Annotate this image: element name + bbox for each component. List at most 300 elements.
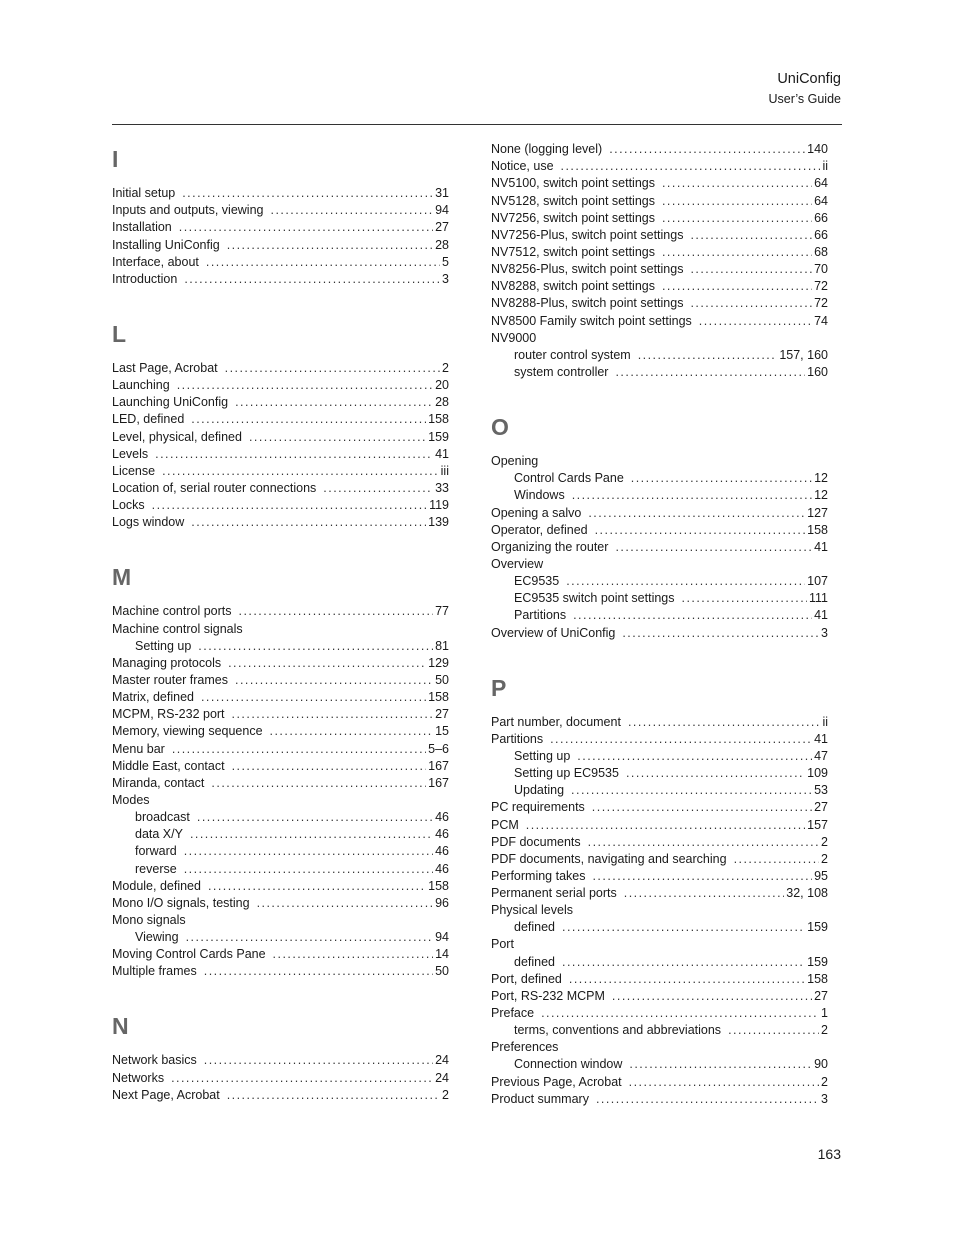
dot-leader [227,237,433,254]
index-term: NV7512, switch point settings [491,244,655,259]
header-rule [112,124,842,125]
index-entry [112,202,449,219]
index-page-ref: 95 [814,868,828,883]
index-page-ref: 159 [428,429,449,444]
index-page-ref: 14 [435,947,449,962]
index-page-ref: 158 [428,412,449,427]
index-page-ref: 68 [814,244,828,259]
dot-leader [577,748,812,765]
index-page-ref: 31 [435,186,449,201]
index-entry [112,603,449,620]
index-subentry [491,607,828,624]
index-term: terms, conventions and abbreviations [514,1023,722,1038]
index-entry [112,672,449,689]
index-term: Physical levels [491,903,573,918]
index-term: Opening a salvo [491,505,582,520]
dot-leader [690,295,812,312]
index-page-ref: 5 [442,254,449,269]
index-term: Moving Control Cards Pane [112,947,266,962]
index-term: Part number, document [491,714,621,729]
index-section [491,453,828,642]
index-page-ref: 2 [442,1087,449,1102]
index-term: Next Page, Acrobat [112,1087,220,1102]
dot-leader [201,689,426,706]
index-entry [112,463,449,480]
index-term: Setting up EC9535 [514,766,619,781]
index-term: NV8288, switch point settings [491,279,655,294]
index-page-ref: 3 [821,1091,828,1106]
index-subentry [491,1056,828,1073]
dot-leader [197,809,433,826]
dot-leader [609,141,805,158]
index-page-ref: 32, 108 [786,886,828,901]
index-page-ref: ii [822,159,828,174]
index-entry [491,799,828,816]
index-page-ref: 70 [814,262,828,277]
index-term: Matrix, defined [112,690,194,705]
index-term: Operator, defined [491,522,588,537]
dot-leader [249,429,426,446]
index-page-ref: 24 [435,1070,449,1085]
index-term: Connection window [514,1057,623,1072]
index-entry [491,141,828,158]
index-entry [491,624,828,641]
index-entry [491,261,828,278]
index-subentry [112,860,449,877]
dot-leader [211,775,426,792]
index-term: Port, defined [491,971,562,986]
index-page-ref: 157 [807,817,828,832]
index-term: NV7256, switch point settings [491,210,655,225]
index-entry [112,271,449,288]
index-page-ref: 66 [814,210,828,225]
index-column-left [112,141,449,1132]
index-term: defined [514,954,556,969]
index-term: NV5100, switch point settings [491,176,655,191]
index-entry [112,758,449,775]
index-subentry [112,826,449,843]
index-page-ref: 33 [435,480,449,495]
dot-leader [227,1087,440,1104]
index-term: system controller [514,364,609,379]
index-term: PDF documents, navigating and searching [491,851,727,866]
index-entry [112,360,449,377]
index-entry [112,723,449,740]
index-term: Memory, viewing sequence [112,724,263,739]
index-entry [491,244,828,261]
index-term: PC requirements [491,800,585,815]
dot-leader [191,411,426,428]
index-page-ref: 107 [807,574,828,589]
index-term: Preferences [491,1040,559,1055]
index-entry [112,1069,449,1086]
dot-leader [662,175,812,192]
index-entry [112,655,449,672]
index-entry [491,936,828,953]
index-term: Miranda, contact [112,775,205,790]
dot-leader [629,1056,812,1073]
dot-leader [190,826,433,843]
index-page-ref: 12 [814,471,828,486]
dot-leader [172,741,426,758]
index-page-ref: 81 [435,638,449,653]
index-term: Partitions [491,731,544,746]
index-page-ref: 15 [435,724,449,739]
index-subentry [491,765,828,782]
dot-leader [208,878,426,895]
index-page-ref: ii [822,714,828,729]
dot-leader [271,202,434,219]
dot-leader [323,480,433,497]
index-section [491,714,828,1108]
dot-leader [569,971,805,988]
dot-leader [615,364,805,381]
dot-leader [171,1070,433,1087]
index-page-ref: 109 [807,766,828,781]
index-page-ref: 41 [814,608,828,623]
index-page-ref: 90 [814,1057,828,1072]
dot-leader [596,1091,819,1108]
index-term: Partitions [514,608,567,623]
index-entry [491,504,828,521]
dot-leader [561,158,821,175]
index-term: Viewing [135,930,179,945]
index-subentry [112,843,449,860]
index-entry [491,731,828,748]
index-entry [112,514,449,531]
index-entry [491,330,828,347]
index-page-ref: 127 [807,505,828,520]
dot-leader [562,954,805,971]
index-page-ref: 46 [435,810,449,825]
index-term: Port [491,937,514,952]
index-term: Introduction [112,271,178,286]
dot-leader [257,895,434,912]
index-subentry [491,470,828,487]
index-term: Updating [514,783,565,798]
index-entry [491,816,828,833]
index-entry [112,446,449,463]
dot-leader [162,463,439,480]
index-entry [491,522,828,539]
dot-leader [573,607,812,624]
index-term: Interface, about [112,254,199,269]
index-page-ref: 27 [814,800,828,815]
index-entry [112,1052,449,1069]
index-page-ref: 24 [435,1053,449,1068]
index-page-ref: 158 [428,690,449,705]
index-term: Initial setup [112,186,176,201]
index-term: Previous Page, Acrobat [491,1074,622,1089]
dot-leader [270,723,434,740]
index-term: reverse [135,861,177,876]
index-entry [112,480,449,497]
index-entry [112,428,449,445]
index-term: Opening [491,454,539,469]
index-entry [112,912,449,929]
index-entry [112,377,449,394]
dot-leader [699,313,812,330]
index-entry [491,834,828,851]
index-page-ref: 2 [821,851,828,866]
index-page-ref: 1 [821,1006,828,1021]
index-term: router control system [514,347,631,362]
index-term: Master router frames [112,672,229,687]
index-entry [112,411,449,428]
index-entry [112,219,449,236]
index-term: Port, RS-232 MCPM [491,988,605,1003]
index-term: Organizing the router [491,539,609,554]
index-page-ref: 50 [435,672,449,687]
index-page-ref: 46 [435,844,449,859]
index-entry [112,497,449,514]
dot-leader [628,714,821,731]
section-letter: O [491,413,509,440]
index-entry [112,620,449,637]
dot-leader [572,487,812,504]
index-term: Windows [514,488,565,503]
section-letter: I [112,146,119,172]
index-section [112,360,449,531]
dot-leader [662,210,812,227]
dot-leader [204,963,433,980]
index-term: Network basics [112,1053,197,1068]
index-page-ref: 20 [435,378,449,393]
section-letter: L [112,320,127,347]
index-page-ref: 28 [435,395,449,410]
index-term: PDF documents [491,834,581,849]
index-subentry [491,953,828,970]
index-term: Level, physical, defined [112,429,242,444]
index-entry [112,792,449,809]
index-term: Inputs and outputs, viewing [112,203,264,218]
index-term: Setting up [135,638,192,653]
index-page-ref: 27 [435,707,449,722]
dot-leader [184,271,440,288]
index-term: LED, defined [112,412,185,427]
index-term: None (logging level) [491,142,603,157]
index-subentry [491,782,828,799]
dot-leader [182,185,433,202]
index-term: NV8500 Family switch point settings [491,313,692,328]
index-section [112,185,449,288]
index-page-ref: 72 [814,296,828,311]
index-term: PCM [491,817,519,832]
index-column-right [491,141,828,1136]
index-page-ref: 27 [814,988,828,1003]
index-term: Networks [112,1070,165,1085]
dot-leader [662,244,812,261]
dot-leader [184,843,433,860]
dot-leader [638,347,778,364]
index-entry [491,158,828,175]
index-page-ref: 3 [821,625,828,640]
index-entry [491,885,828,902]
index-entry [112,254,449,271]
index-page-ref: 167 [428,758,449,773]
page-number: 163 [817,1146,841,1162]
index-term: Location of, serial router connections [112,480,317,495]
index-page-ref: 158 [807,522,828,537]
index-page-ref: 47 [814,748,828,763]
dot-leader [550,731,812,748]
dot-leader [566,573,805,590]
dot-leader [235,672,433,689]
index-entry [491,175,828,192]
index-entry [112,963,449,980]
index-page-ref: 2 [442,360,449,375]
index-entry [491,1091,828,1108]
index-term: NV8288-Plus, switch point settings [491,296,684,311]
index-page-ref: 41 [814,731,828,746]
dot-leader [235,394,433,411]
dot-leader [239,603,434,620]
index-entry [491,851,828,868]
index-entry [491,988,828,1005]
index-page-ref: 28 [435,237,449,252]
index-page-ref: 41 [435,446,449,461]
index-section [112,1052,449,1103]
index-term: NV9000 [491,330,537,345]
index-entry [112,878,449,895]
section-letter: P [491,674,507,701]
dot-leader [232,758,427,775]
index-page-ref: 2 [821,1074,828,1089]
index-term: Launching [112,378,170,393]
index-page-ref: 53 [814,783,828,798]
dot-leader [206,254,440,271]
index-term: Middle East, contact [112,758,225,773]
index-entry [112,775,449,792]
dot-leader [682,590,807,607]
index-entry [112,394,449,411]
index-page-ref: 77 [435,604,449,619]
index-term: License [112,463,156,478]
index-page-ref: 3 [442,271,449,286]
index-subentry [112,638,449,655]
index-page-ref: 72 [814,279,828,294]
index-entry [491,227,828,244]
dot-leader [571,782,812,799]
index-page-ref: 159 [807,954,828,969]
dot-leader [228,655,426,672]
index-section [491,141,828,381]
index-page-ref: 12 [814,488,828,503]
index-term: Control Cards Pane [514,471,624,486]
index-page-ref: 159 [807,920,828,935]
index-page-ref: 129 [428,655,449,670]
dot-leader [186,929,434,946]
index-page-ref: 157, 160 [779,347,828,362]
index-term: Machine control signals [112,621,243,636]
index-page-ref: 2 [821,834,828,849]
index-page-ref: 74 [814,313,828,328]
dot-leader [629,1074,819,1091]
index-page-ref: 2 [821,1023,828,1038]
index-term: Preface [491,1006,535,1021]
index-term: Multiple frames [112,964,197,979]
index-entry [491,902,828,919]
dot-leader [152,497,427,514]
index-subentry [491,347,828,364]
index-entry [112,236,449,253]
index-page-ref: 66 [814,227,828,242]
index-subentry [491,364,828,381]
index-page-ref: 41 [814,539,828,554]
index-subentry [491,487,828,504]
index-term: Installation [112,220,172,235]
index-page-ref: 64 [814,176,828,191]
index-entry [491,312,828,329]
index-section [112,603,449,980]
running-header-title: UniConfig [777,71,841,87]
dot-leader [526,817,805,834]
index-term: NV5128, switch point settings [491,193,655,208]
index-page-ref: 27 [435,220,449,235]
dot-leader [541,1005,819,1022]
dot-leader [198,638,433,655]
index-entry [112,689,449,706]
index-term: Modes [112,792,150,807]
index-entry [491,868,828,885]
index-entry [491,210,828,227]
dot-leader [232,706,434,723]
index-term: EC9535 [514,574,560,589]
index-term: Levels [112,446,149,461]
index-page-ref: 167 [428,775,449,790]
dot-leader [273,946,434,963]
index-entry [491,539,828,556]
index-page-ref: 46 [435,861,449,876]
dot-leader [662,278,812,295]
dot-leader [626,765,805,782]
index-term: Menu bar [112,741,165,756]
index-entry [491,1005,828,1022]
index-entry [491,1039,828,1056]
section-letter: M [112,564,132,591]
index-subentry [112,929,449,946]
index-page-ref: 140 [807,142,828,157]
index-entry [491,192,828,209]
index-term: Overview of UniConfig [491,625,616,640]
dot-leader [179,219,433,236]
index-term: Overview [491,556,544,571]
dot-leader [184,861,433,878]
dot-leader [592,868,812,885]
index-term: Locks [112,498,145,513]
index-page-ref: 158 [807,971,828,986]
index-term: Mono signals [112,912,186,927]
index-entry [491,971,828,988]
index-subentry [491,748,828,765]
dot-leader [690,227,812,244]
dot-leader [662,193,812,210]
index-page-ref: 160 [807,364,828,379]
index-subentry [112,809,449,826]
index-entry [112,706,449,723]
index-term: Machine control ports [112,604,232,619]
index-term: NV7256-Plus, switch point settings [491,227,684,242]
index-subentry [491,1022,828,1039]
index-term: Logs window [112,515,185,530]
dot-leader [615,539,812,556]
index-page-ref: 158 [428,878,449,893]
index-term: Launching UniConfig [112,395,229,410]
dot-leader [624,885,785,902]
dot-leader [588,834,819,851]
index-term: Installing UniConfig [112,237,220,252]
index-term: Setting up [514,748,571,763]
